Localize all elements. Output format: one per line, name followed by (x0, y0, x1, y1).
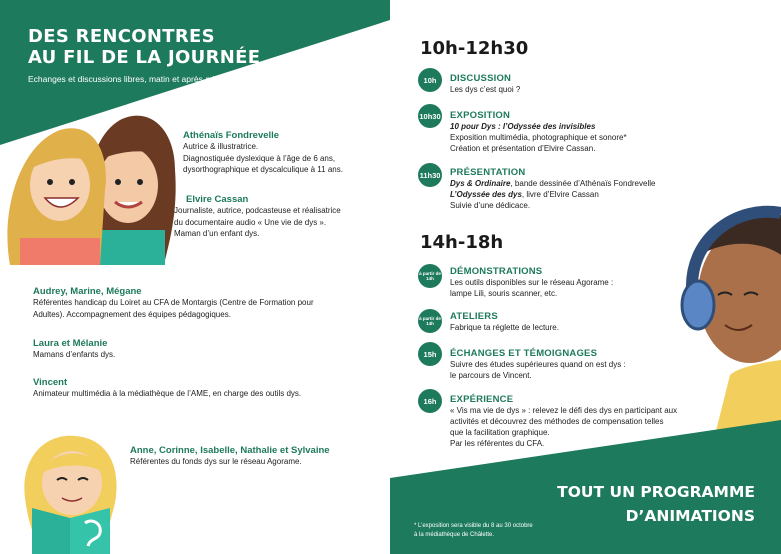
person-anne (130, 445, 380, 468)
agenda-item-line (450, 178, 750, 189)
agenda-item-line: 10 pour Dys : l’Odyssée des invisibles (450, 122, 596, 131)
agenda-item-title: EXPOSITION (450, 110, 511, 121)
agenda-item-title: DISCUSSION (450, 73, 512, 84)
agenda-item-presentation (450, 167, 750, 211)
morning-heading: 10h-12h30 (420, 38, 529, 59)
left-page (0, 0, 390, 554)
illustration-authors (0, 100, 180, 265)
agenda-item-title: ATELIERS (450, 311, 498, 322)
person-desc-line: Journaliste, autrice, podcasteuse et réalisatrice (174, 206, 341, 215)
person-desc-line: Mamans d’enfants dys. (33, 350, 116, 359)
person-vincent (33, 377, 378, 400)
badge-10h: 10h (418, 68, 442, 92)
badge-from-14h: à partir de 14h (418, 309, 442, 333)
footer-note-line2: à la médiathèque de Châlette. (414, 532, 495, 538)
right-page (390, 0, 781, 554)
agenda-item-line: Les outils disponibles sur le réseau Agorame : (450, 278, 614, 287)
person-name: Vincent (33, 377, 68, 388)
agenda-item-line: Exposition multimédia, photographique et sonore* (450, 133, 627, 142)
left-title-line2: AU FIL DE LA JOURNÉE (28, 47, 261, 68)
agenda-item-line: activités et découvrez des méthodes de compensation telles (450, 417, 664, 426)
person-desc-line: dysorthographique et dyscalculique à 11 ans. (183, 165, 343, 174)
book-title: Dys & Ordinaire (450, 179, 511, 188)
illustration-reader (10, 428, 130, 554)
agenda-item-line: que la facilitation graphique. (450, 428, 550, 437)
agenda-item-line: lampe Lili, souris scanner, etc. (450, 289, 558, 298)
person-desc-line: Référentes handicap du Loiret au CFA de Montargis (Centre de Formation pour (33, 298, 314, 307)
footer-note (414, 522, 533, 540)
footer-note-line1: * L’exposition sera visible du 8 au 30 octobre (414, 523, 533, 529)
footer-headline-line1: TOUT UN PROGRAMME (557, 483, 755, 501)
person-desc-line: Maman d’un enfant dys. (174, 229, 260, 238)
left-subtitle: Echanges et discussions libres, matin et après-midi ! (28, 74, 226, 84)
agenda-item-title: DÉMONSTRATIONS (450, 266, 543, 277)
agenda-item-line: « Vis ma vie de dys » : relevez le défi des dys en participant aux (450, 406, 678, 415)
agenda-item-echanges (450, 348, 750, 381)
badge-16h: 16h (418, 389, 442, 413)
person-name: Athénaïs Fondrevelle (183, 130, 280, 141)
book-desc: , livre d’Elvire Cassan (521, 190, 599, 199)
person-desc-line: Animateur multimédia à la médiathèque de l’AME, en charge des outils dys. (33, 389, 302, 398)
footer-headline-line2: D’ANIMATIONS (625, 507, 755, 525)
person-desc-line: Diagnostiquée dyslexique à l’âge de 6 ans, (183, 153, 336, 163)
badge-from-14h: à partir de 14h (418, 264, 442, 288)
badge-11h30: 11h30 (418, 163, 442, 187)
agenda-item-line: Suivre des études supérieures quand on est dys : (450, 360, 626, 369)
book-title: L’Odyssée des dys (450, 190, 522, 199)
afternoon-heading: 14h-18h (420, 232, 504, 253)
person-desc-line: Adultes). Accompagnement des équipes pédagogiques. (33, 309, 231, 319)
agenda-item-line: Fabrique ta réglette de lecture. (450, 323, 559, 332)
agenda-item-line: Suivie d’une dédicace. (450, 201, 531, 210)
agenda-item-line: Les dys c’est quoi ? (450, 85, 521, 94)
left-header (28, 26, 260, 84)
footer-headline (557, 480, 755, 528)
person-name: Elvire Cassan (186, 194, 249, 205)
agenda-item-line (450, 189, 750, 200)
agenda-item-discussion (450, 73, 750, 95)
agenda-item-line: le parcours de Vincent. (450, 371, 532, 380)
person-desc-line: Autrice & illustratrice. (183, 142, 259, 151)
agenda-item-demonstrations (450, 266, 750, 299)
book-desc: , bande dessinée d’Athénaïs Fondrevelle (510, 179, 656, 188)
agenda-item-line: Création et présentation d’Elvire Cassan. (450, 144, 596, 153)
agenda-item-line: Par les référentes du CFA. (450, 439, 545, 448)
badge-15h: 15h (418, 342, 442, 366)
person-athenais (183, 130, 383, 176)
person-audrey (33, 286, 378, 320)
person-laura (33, 338, 378, 361)
agenda-item-exposition (450, 110, 750, 154)
person-name: Anne, Corinne, Isabelle, Nathalie et Sylvaine (130, 445, 330, 456)
person-name: Audrey, Marine, Mégane (33, 286, 142, 297)
person-elvire (174, 194, 384, 240)
agenda-item-title: ÉCHANGES ET TÉMOIGNAGES (450, 348, 598, 359)
agenda-item-title: PRÉSENTATION (450, 167, 526, 178)
person-desc-line: du documentaire audio « Une vie de dys ». (174, 217, 327, 227)
agenda-item-ateliers (450, 311, 750, 333)
person-desc-line: Référentes du fonds dys sur le réseau Agorame. (130, 457, 302, 466)
person-name: Laura et Mélanie (33, 338, 108, 349)
left-title-line1: DES RENCONTRES (28, 26, 215, 47)
agenda-item-title: EXPÉRIENCE (450, 394, 514, 405)
badge-10h30: 10h30 (418, 104, 442, 128)
